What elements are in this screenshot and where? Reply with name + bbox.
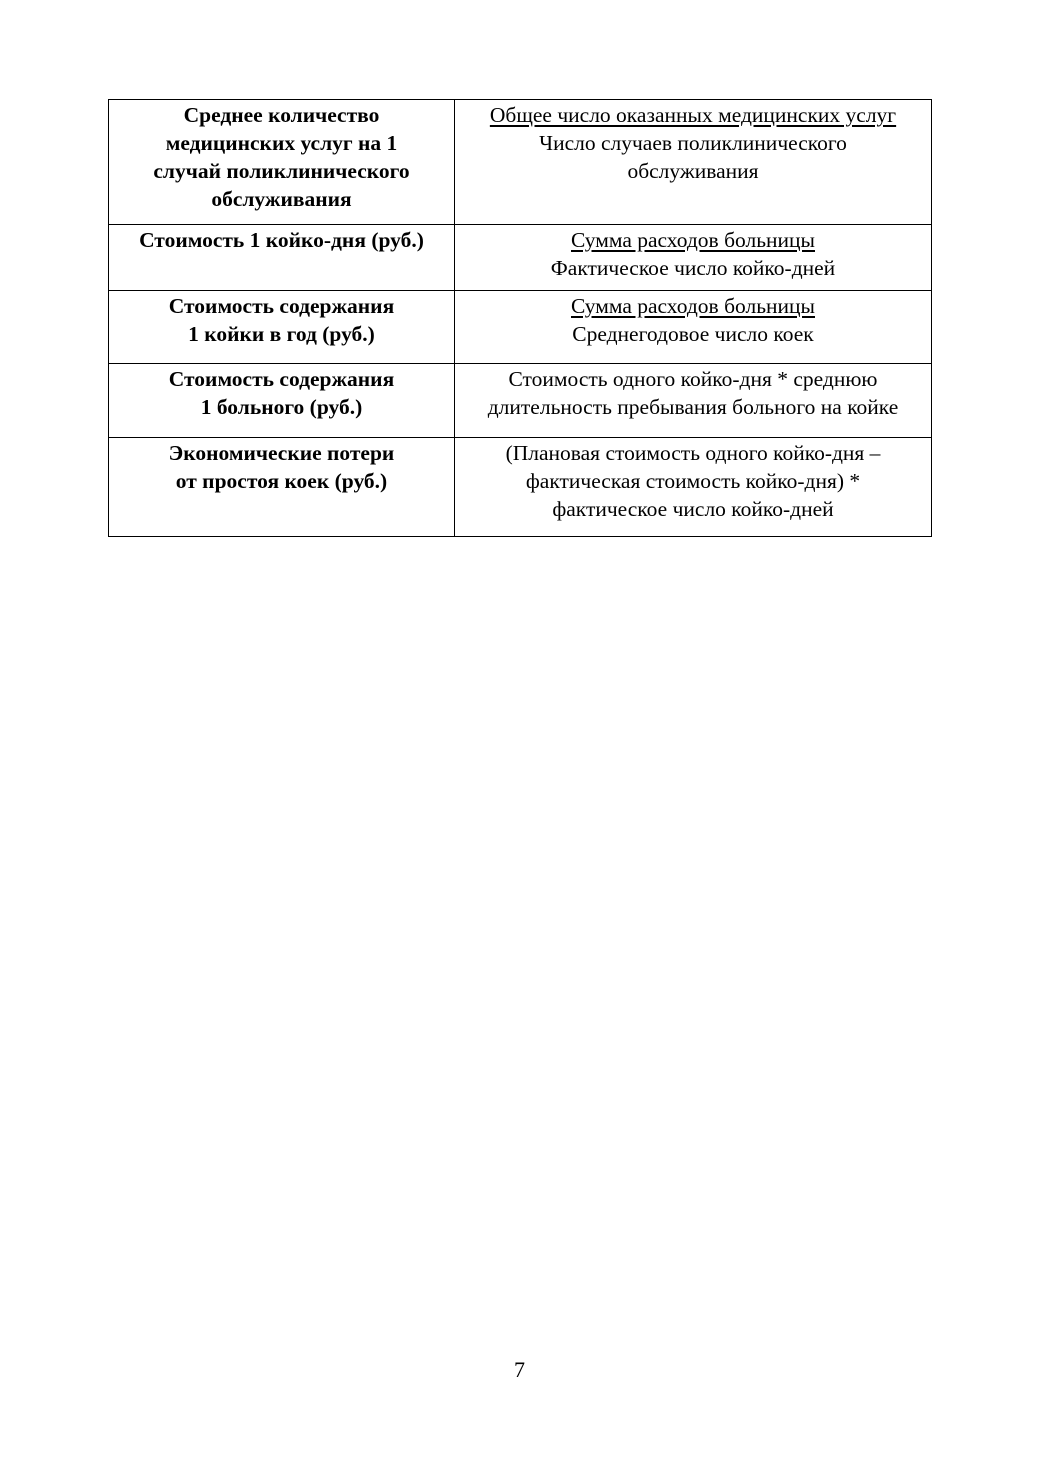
formula-numerator: Сумма расходов больницы — [571, 294, 815, 318]
formula-line: обслуживания — [627, 159, 759, 183]
indicator-name-line: случай поликлинического — [153, 159, 410, 183]
indicator-name-cell — [109, 364, 455, 438]
indicator-name-cell — [109, 100, 455, 225]
indicator-name-line: медицинских услуг на 1 — [165, 131, 398, 155]
formula-numerator: Общее число оказанных медицинских услуг — [489, 103, 897, 127]
formula-numerator: Сумма расходов больницы — [571, 228, 815, 252]
indicator-name-line: Стоимость 1 койко-дня (руб.) — [139, 228, 424, 252]
table-row — [109, 100, 932, 225]
formula-cell — [455, 225, 932, 291]
formula-cell — [455, 100, 932, 225]
table-row — [109, 225, 932, 291]
formula-cell — [455, 291, 932, 364]
formula-line: Число случаев поликлинического — [539, 131, 847, 155]
formula-line: длительность пребывания больного на койке — [487, 395, 899, 419]
indicator-name-line: Среднее количество — [183, 103, 380, 127]
indicators-table — [108, 99, 932, 537]
table-row — [109, 364, 932, 438]
indicator-name-line: от простоя коек (руб.) — [175, 469, 388, 493]
indicator-name-cell — [109, 291, 455, 364]
page-number: 7 — [514, 1357, 525, 1382]
indicator-name-cell — [109, 225, 455, 291]
table-row — [109, 291, 932, 364]
formula-line: Фактическое число койко-дней — [550, 256, 836, 280]
formula-cell — [455, 364, 932, 438]
indicator-name-line: обслуживания — [211, 187, 352, 211]
indicator-name-line: 1 койки в год (руб.) — [188, 322, 375, 346]
formula-line: Среднегодовое число коек — [572, 322, 814, 346]
indicator-name-line: 1 больного (руб.) — [200, 395, 363, 419]
formula-line: фактическая стоимость койко-дня) * — [525, 469, 861, 493]
formula-line: фактическое число койко-дней — [552, 497, 834, 521]
formula-cell — [455, 438, 932, 537]
indicator-name-line: Экономические потери — [168, 441, 395, 465]
indicator-name-line: Стоимость содержания — [168, 294, 395, 318]
indicator-name-cell — [109, 438, 455, 537]
formula-line: (Плановая стоимость одного койко-дня – — [505, 441, 881, 465]
indicator-name-line: Стоимость содержания — [168, 367, 395, 391]
table-row — [109, 438, 932, 537]
formula-line: Стоимость одного койко-дня * среднюю — [508, 367, 878, 391]
